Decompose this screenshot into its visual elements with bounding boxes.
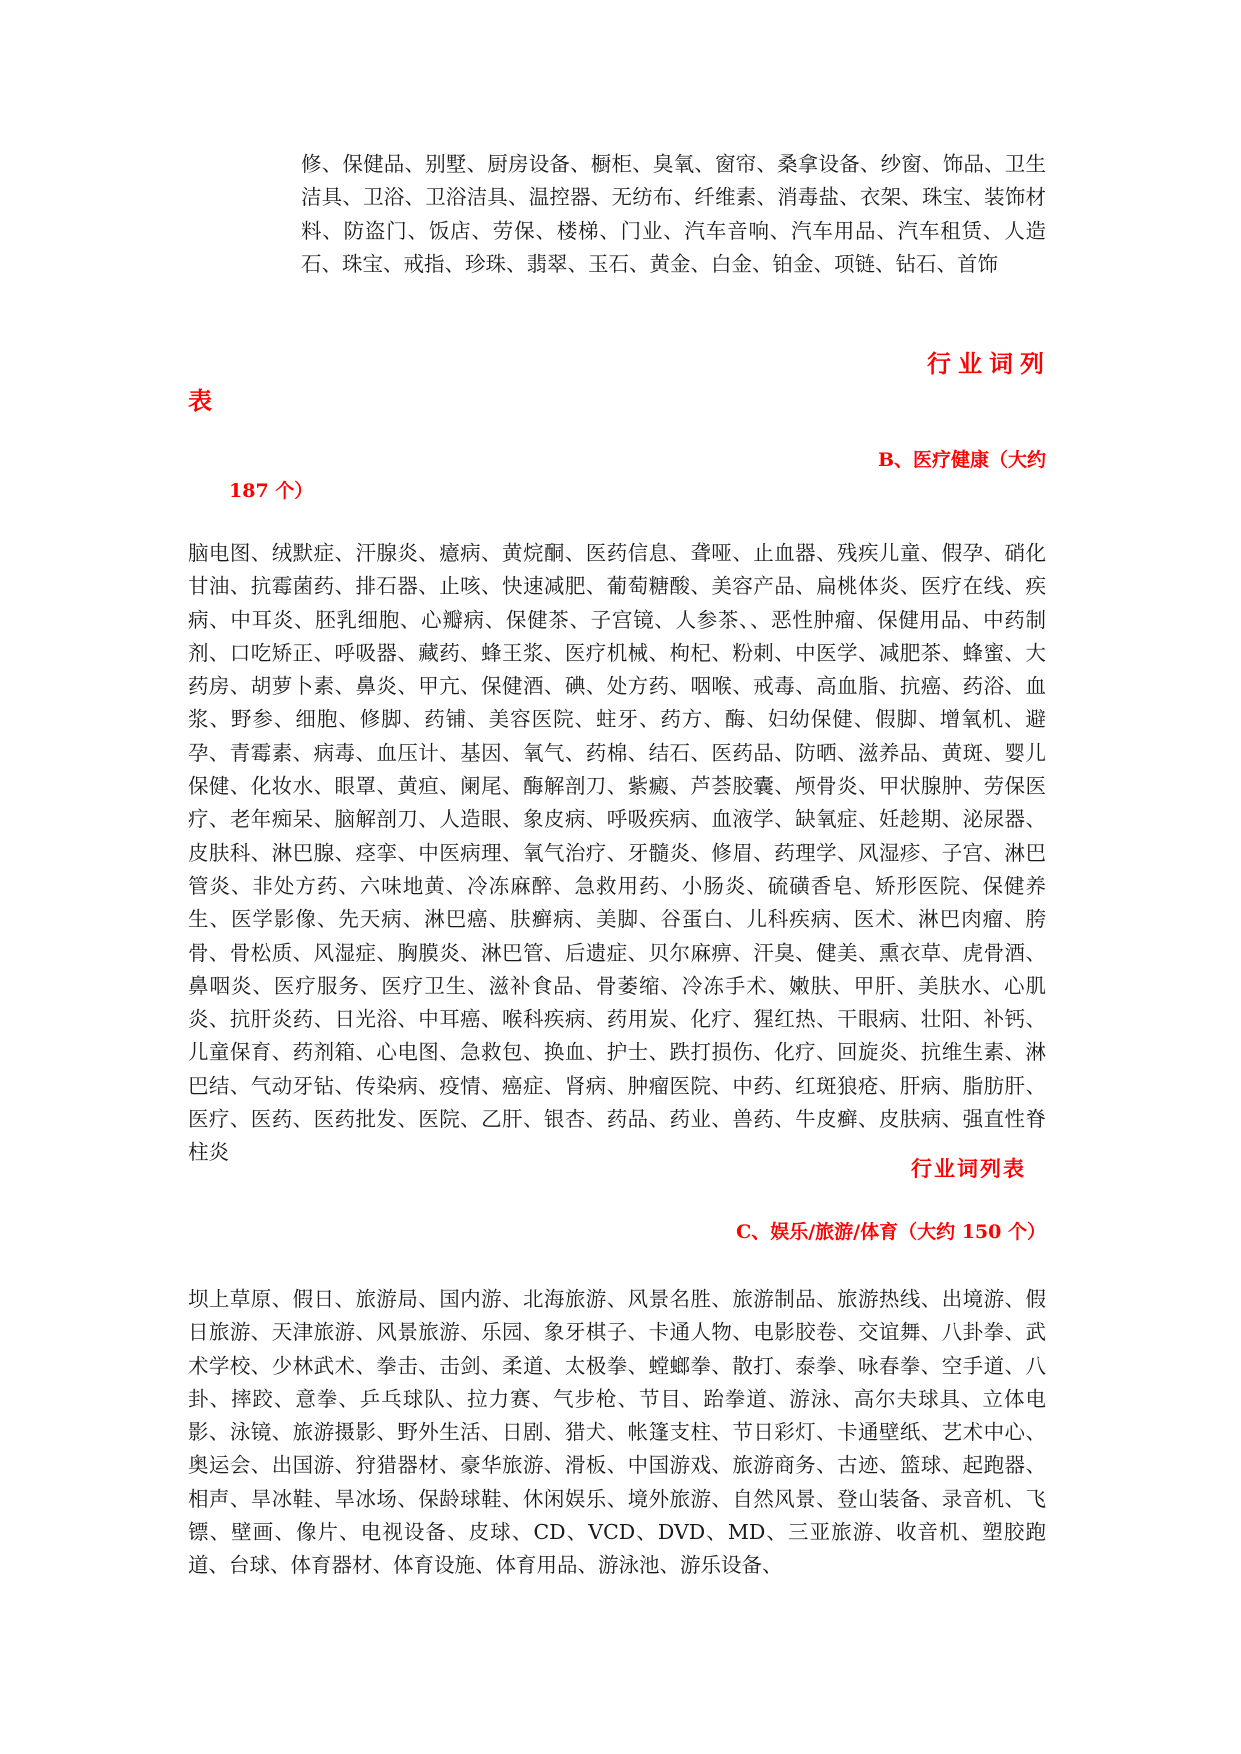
intro-word-list: 修、保健品、别墅、厨房设备、橱柜、臭氧、窗帘、桑拿设备、纱窗、饰品、卫生洁具、卫浴、卫浴洁具、温控器、无纺布、纤维素、消毒盐、衣架、珠宝、装饰材料、防盗门、饭店、劳保、楼梯、门业、汽车音响、汽车用品、汽车租赁、人造石、珠宝、戒指、珍珠、翡翠、玉石、黄金、白金、铂金、项链、钻石、首饰 — [301, 152, 1046, 276]
section-title-1-line2: 表 — [188, 386, 216, 415]
medical-health-word-list: 脑电图、绒默症、汗腺炎、癔病、黄烷酮、医药信息、聋哑、止血器、残疾儿童、假孕、硝化甘油、抗霉菌药、排石器、止咳、快速减肥、葡萄糖酸、美容产品、扁桃体炎、医疗在线、疾病、中耳炎、胚乳细胞、心瓣病、保健茶、子宫镜、人参茶、、恶性肿瘤、保健用品、中药制剂、口吃矫正、呼吸器、藏药、蜂王浆、医疗机械、枸杞、粉刺、中医学、减肥茶、蜂蜜、大药房、胡萝卜素、鼻炎、甲亢、保健酒、碘、处方药、咽喉、戒毒、高血脂、抗癌、药浴、血浆、野参、细胞、修脚、药铺、美容医院、蛀牙、药方、酶、妇幼保健、假脚、增氧机、避孕、青霉素、病毒、血压计、基因、氧气、药棉、结石、医药品、防晒、滋养品、黄斑、婴儿保健、化妆水、眼罩、黄疸、阑尾、酶解剖刀、紫癜、芦荟胶囊、颅骨炎、甲状腺肿、劳保医疗、老年痴呆、脑解剖刀、人造眼、象皮病、呼吸疾病、血液学、缺氧症、妊趁期、泌尿器、皮肤科、淋巴腺、痉挛、中医病理、氧气治疗、牙髓炎、修眉、药理学、风湿疹、子宫、淋巴管炎、非处方药、六味地黄、冷冻麻醉、急救用药、小肠炎、硫磺香皂、矫形医院、保健养生、医学影像、先天病、淋巴癌、肤癣病、美脚、谷蛋白、儿科疾病、医术、淋巴肉瘤、胯骨、骨松质、风湿症、胸膜炎、淋巴管、后遗症、贝尔麻痹、汗臭、健美、熏衣草、虎骨酒、鼻咽炎、医疗服务、医疗卫生、滋补食品、骨萎缩、冷冻手术、嫩肤、甲肝、美肤水、心肌炎、抗肝炎药、日光浴、中耳癌、喉科疾病、药用炭、化疗、猩红热、干眼病、壮阳、补钙、儿童保育、药剂箱、心电图、急救包、换血、护士、跌打损伤、化疗、回旋炎、抗维生素、淋巴结、气动牙钻、传染病、疫情、癌症、肾病、肿瘤医院、中药、红斑狼疮、肝病、脂肪肝、医疗、医药、医药批发、医院、乙肝、银杏、药品、药业、兽药、牛皮癣、皮肤病、强直性脊柱炎 — [188, 541, 1046, 1165]
section-title-2: 行业词列表 — [911, 1156, 1026, 1181]
section-c-heading: C、娱乐/旅游/体育（大约 150 个） — [736, 1221, 1046, 1243]
section-title-1-line1: 行业词列 — [927, 349, 1051, 378]
section-b-heading-line1: B、医疗健康（大约 — [877, 449, 1046, 471]
entertainment-travel-sports-word-list: 坝上草原、假日、旅游局、国内游、北海旅游、风景名胜、旅游制品、旅游热线、出境游、假日旅游、天津旅游、风景旅游、乐园、象牙棋子、卡通人物、电影胶卷、交谊舞、八卦拳、武术学校、少林武术、拳击、击剑、柔道、太极拳、螳螂拳、散打、泰拳、咏春拳、空手道、八卦、摔跤、意拳、乒乓球队、拉力赛、气步枪、节目、跆拳道、游泳、高尔夫球具、立体电影、泳镜、旅游摄影、野外生活、日剧、猎犬、帐篷支柱、节日彩灯、卡通壁纸、艺术中心、奥运会、出国游、狩猎器材、豪华旅游、滑板、中国游戏、旅游商务、古迹、篮球、起跑器、相声、旱冰鞋、旱冰场、保龄球鞋、休闲娱乐、境外旅游、自然风景、登山装备、录音机、飞镖、壁画、像片、电视设备、皮球、CD、VCD、DVD、MD、三亚旅游、收音机、塑胶跑道、台球、体育器材、体育设施、体育用品、游泳池、游乐设备、 — [188, 1287, 1046, 1578]
section-b-heading-line2: 187 个） — [229, 480, 314, 502]
